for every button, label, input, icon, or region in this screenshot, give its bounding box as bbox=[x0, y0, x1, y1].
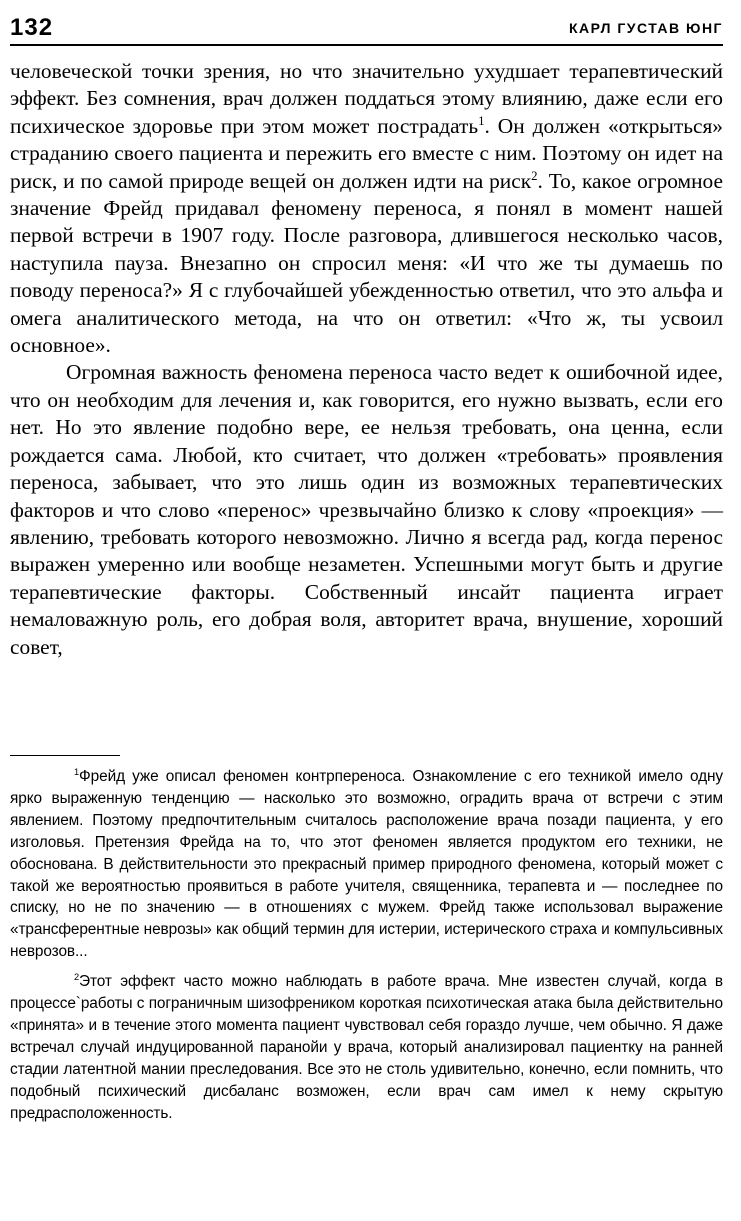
footnote-separator bbox=[10, 755, 120, 756]
footnote-ref-1: 1 bbox=[478, 113, 485, 128]
footnote-1-marker: 1 bbox=[74, 766, 80, 777]
running-head: КАРЛ ГУСТАВ ЮНГ bbox=[569, 20, 723, 36]
paragraph-1-part-b: . Он должен «открыться» страданию своего пациента и пережить его вместе с ним. Поэтому он идет на риск, и по самой природе вещей он должен идти на риск bbox=[10, 113, 723, 193]
paragraph-1 bbox=[10, 58, 723, 359]
page-number: 132 bbox=[10, 14, 54, 41]
main-text bbox=[10, 58, 723, 661]
paragraph-1-part-c: . То, какое огромное значение Фрейд придавал феномену переноса, я понял в момент нашей первой встречи в 1907 году. После разговора, длившегося несколько часов, наступила пауза. Внезапно он спросил меня: «И что же ты думаешь по поводу переноса?» Я с глубочайшей убежденностью ответил, что это альфа и омега аналитического метода, на что он ответил: «Что ж, ты усвоил основное». bbox=[10, 168, 723, 358]
footnote-2 bbox=[10, 971, 723, 1124]
footnote-2-text: Этот эффект часто можно наблюдать в работе врача. Мне известен случай, когда в процессе`работы с пограничным шизофреником короткая психотическая атака была действительно «принята» и в течение этого момента пациент чувствовал себя гораздо лучше, чем обычно. Я даже встречал случай индуцированной паранойи у врача, который анализировал пациентку на ранней стадии латентной мании преследования. Все это не столь удивительно, конечно, если помнить, что подобный психический дисбаланс возможен, если врач сам имел к нему скрытую предрасположенность. bbox=[10, 973, 723, 1122]
footnote-2-marker: 2 bbox=[74, 972, 80, 983]
footnote-ref-2: 2 bbox=[531, 168, 538, 183]
page-header bbox=[10, 14, 723, 46]
footnote-1-text: Фрейд уже описал феномен контрпереноса. Ознакомление с его техникой имело одну ярко выраженную тенденцию — насколько это возможно, оградить врача от встречи с этим явлением. Поэтому предпочтительным считалось расположение врача позади пациента, у его изголовья. Претензия Фрейда на то, что этот феномен является продуктом его техники, не обоснована. В действительности это прекрасный пример природного феномена, который может с такой же вероятностью проявиться в работе учителя, священника, терапевта и — последнее по списку, но не по значению — в отношениях с мужем. Фрейд также использовал выражение «трансферентные неврозы» как общий термин для истерии, истерического страха и компульсивных неврозов... bbox=[10, 768, 723, 961]
footnote-1 bbox=[10, 766, 723, 963]
paragraph-1-part-a: человеческой точки зрения, но что значительно ухудшает терапевтический эффект. Без сомнения, врач должен поддаться этому влиянию, даже если его психическое здоровье при этом может пострадать bbox=[10, 59, 723, 138]
paragraph-2: Огромная важность феномена переноса часто ведет к ошибочной идее, что он необходим для лечения и, как говорится, его нужно вызвать, если его нет. Но это явление подобно вере, ее нельзя требовать, она ценна, если рождается сама. Любой, кто считает, что должен «требовать» проявления переноса, забывает, что это лишь один из возможных терапевтических факторов и что слово «перенос» чрезвычайно близко к слову «проекция» — явлению, требовать которого невозможно. Лично я всегда рад, когда перенос выражен умеренно или вообще незаметен. Успешными могут быть и другие терапевтические факторы. Собственный инсайт пациента играет немаловажную роль, его добрая воля, авторитет врача, внушение, хороший совет, bbox=[10, 360, 723, 659]
footnotes bbox=[10, 766, 723, 1133]
